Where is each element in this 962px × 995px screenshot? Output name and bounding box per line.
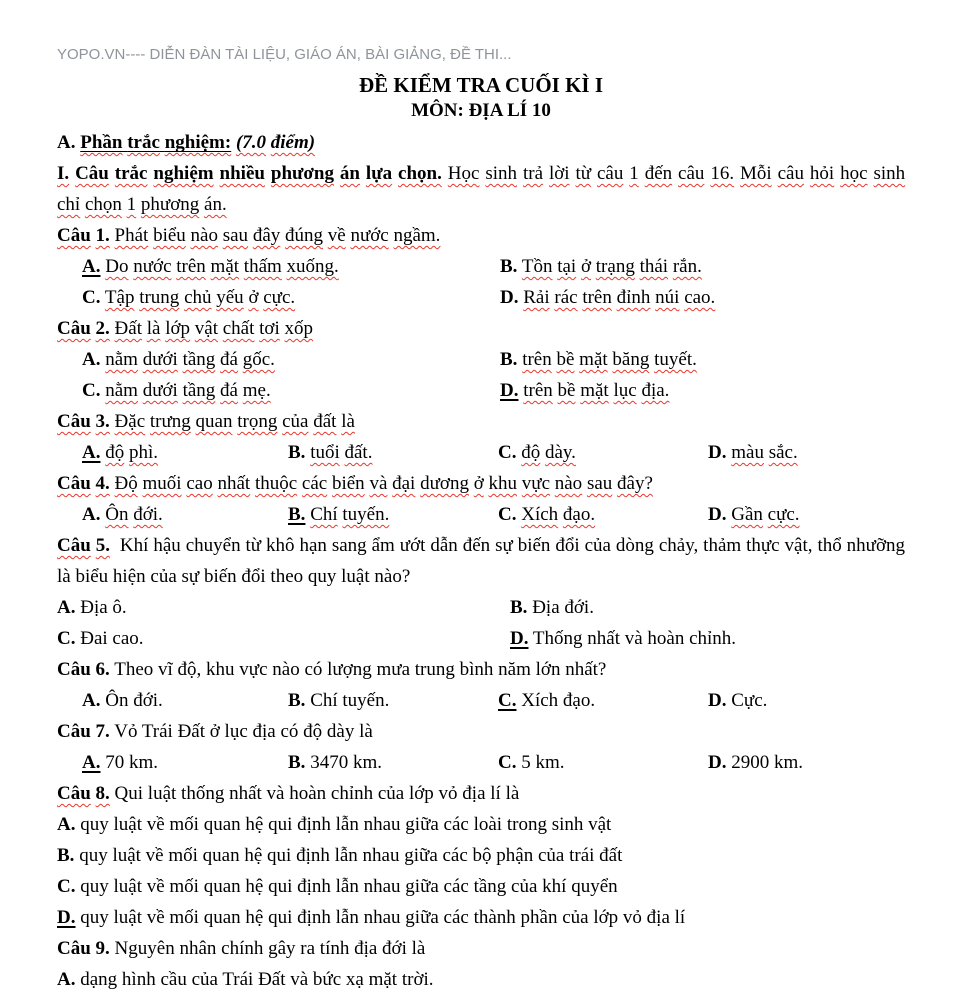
question-line [57, 220, 905, 251]
answer-option [708, 747, 905, 778]
spellcheck-word: Tập [104, 287, 135, 308]
option-letter: A. [82, 752, 101, 773]
spellcheck-word: rác [554, 287, 578, 308]
option-text [731, 504, 799, 525]
option-text: 2900 km. [731, 752, 804, 773]
spellcheck-word: tuổi [310, 442, 340, 463]
spellcheck-word: biển [331, 473, 365, 494]
spellcheck-word: Rải [523, 287, 550, 308]
spellcheck-word: vật [194, 318, 218, 339]
spellcheck-word: đất [313, 411, 337, 432]
spellcheck-word: tuyết. [654, 349, 697, 370]
section-a-prefix: A. [57, 132, 76, 153]
spellcheck-word: nhất [217, 473, 251, 494]
option-letter: D. [500, 380, 519, 401]
answer-option [57, 592, 510, 623]
spellcheck-word: điểm) [270, 132, 316, 153]
option-letter: A. [82, 442, 101, 463]
spellcheck-word: xuống. [286, 256, 339, 277]
options-grid [57, 685, 905, 716]
spellcheck-word: thuộc [254, 473, 298, 494]
exam-body [57, 127, 910, 995]
spellcheck-word: địa. [641, 380, 670, 401]
option-letter: D. [708, 690, 727, 711]
spellcheck-word: án. [204, 194, 227, 215]
spellcheck-word: mặt [210, 256, 240, 277]
section-a-points [236, 132, 315, 153]
question-label [57, 535, 110, 556]
spellcheck-word: 2. [95, 318, 110, 339]
spellcheck-word: Câu [57, 318, 91, 339]
spellcheck-word: đây? [617, 473, 653, 494]
question-text: Nguyên nhân chính gây ra tính địa đới là [114, 938, 426, 959]
answer-option [57, 809, 905, 840]
spellcheck-word: đất. [344, 442, 373, 463]
answer-option [82, 499, 288, 530]
spellcheck-word: rắn. [672, 256, 702, 277]
spellcheck-word: phương [270, 163, 334, 184]
spellcheck-word: sinh [485, 163, 518, 184]
spellcheck-word: cao [186, 473, 213, 494]
answer-option [57, 902, 905, 933]
option-text: 3470 km. [310, 752, 382, 773]
spellcheck-word: Câu [57, 473, 91, 494]
option-letter: C. [82, 380, 101, 401]
spellcheck-word: trắc [114, 163, 148, 184]
spellcheck-word: tại [557, 256, 577, 277]
spellcheck-word: đến [644, 163, 673, 184]
option-letter: C. [498, 442, 517, 463]
spellcheck-word: 1 [629, 163, 639, 184]
spellcheck-word: Học [447, 163, 480, 184]
spellcheck-word: bề [556, 349, 575, 370]
answer-option [510, 623, 905, 654]
answer-option [500, 282, 905, 313]
option-text [105, 256, 339, 277]
answer-option [288, 437, 498, 468]
spellcheck-word: nằm [105, 380, 138, 401]
answer-option [57, 840, 905, 871]
option-letter: D. [708, 504, 727, 525]
answer-option [82, 344, 500, 375]
option-text [522, 256, 702, 277]
spellcheck-word: tơi [259, 318, 280, 339]
spellcheck-word: trên [582, 287, 612, 308]
question-label: Câu 6. [57, 659, 110, 680]
exam-title: ĐỀ KIỂM TRA CUỐI KÌ I [358, 73, 604, 97]
spellcheck-word: học [840, 163, 868, 184]
spellcheck-word: quan [195, 411, 233, 432]
spellcheck-word: cực. [767, 504, 800, 525]
spellcheck-word: nghiệm [153, 163, 214, 184]
spellcheck-word: 8. [95, 783, 110, 804]
spellcheck-word: phương [140, 194, 200, 215]
spellcheck-word: nào [190, 225, 218, 246]
option-letter: C. [57, 876, 76, 897]
option-text [105, 349, 275, 370]
spellcheck-word: dương [420, 473, 469, 494]
option-letter: B. [288, 752, 306, 773]
spellcheck-word: nào [554, 473, 583, 494]
spellcheck-word: Phát [114, 225, 149, 246]
question-line [57, 778, 905, 809]
spellcheck-word: và [369, 473, 388, 494]
question-line [57, 933, 905, 964]
spellcheck-word: là [341, 411, 355, 432]
answer-option [288, 685, 498, 716]
option-text [522, 349, 697, 370]
answer-option [288, 499, 498, 530]
spellcheck-word: bề [557, 380, 576, 401]
answer-option [82, 685, 288, 716]
spellcheck-word: mặt [579, 349, 608, 370]
spellcheck-word: phì. [128, 442, 159, 463]
option-letter: A. [82, 504, 101, 525]
spellcheck-word: khu [488, 473, 518, 494]
options-grid [57, 344, 905, 406]
question-text [115, 225, 441, 246]
spellcheck-word: 3. [95, 411, 110, 432]
question-label: Câu 7. [57, 721, 110, 742]
spellcheck-word: Câu [57, 225, 91, 246]
spellcheck-word: chọn. [398, 163, 442, 184]
option-text: quy luật về mối quan hệ qui định lẫn nhau giữa các bộ phận của trái đất [79, 845, 623, 866]
spellcheck-word: mẹ. [242, 380, 271, 401]
option-letter: D. [708, 442, 727, 463]
answer-option [82, 251, 500, 282]
option-letter: D. [57, 907, 76, 928]
spellcheck-word: đỉnh [616, 287, 651, 308]
spellcheck-word: I. [57, 163, 70, 184]
spellcheck-word: lựa [365, 163, 393, 184]
spellcheck-word: cao. [684, 287, 716, 308]
spellcheck-word: băng [612, 349, 650, 370]
spellcheck-word: trắc [127, 132, 160, 153]
spellcheck-word: 1. [95, 225, 110, 246]
option-letter: D. [708, 752, 727, 773]
spellcheck-word: trưng [149, 411, 191, 432]
spellcheck-word: độ [105, 442, 125, 463]
spellcheck-word: Ôn [105, 504, 129, 525]
spellcheck-word: sắc. [768, 442, 798, 463]
spellcheck-word: các [301, 473, 328, 494]
spellcheck-word: 1 [126, 194, 137, 215]
spellcheck-word: trọng [237, 411, 278, 432]
spellcheck-word: màu [731, 442, 764, 463]
option-letter: C. [498, 752, 517, 773]
options-grid [57, 251, 905, 313]
spellcheck-word: vực [521, 473, 550, 494]
spellcheck-word: sinh [873, 163, 906, 184]
section-a-title [80, 132, 231, 153]
spellcheck-word: đạo. [562, 504, 596, 525]
option-letter: A. [82, 349, 101, 370]
spellcheck-word: (7.0 [235, 132, 267, 153]
spellcheck-word: chỉ [57, 194, 81, 215]
spellcheck-word: trả [522, 163, 544, 184]
spellcheck-word: của [282, 411, 309, 432]
answer-option [708, 685, 905, 716]
spellcheck-word: Chí [310, 504, 338, 525]
option-text: quy luật về mối quan hệ qui định lẫn nhau giữa các tầng của khí quyển [80, 876, 618, 897]
option-text [105, 504, 163, 525]
spellcheck-word: Đặc [114, 411, 146, 432]
answer-option [288, 747, 498, 778]
spellcheck-word: trên [176, 256, 206, 277]
answer-option [500, 251, 905, 282]
part-i-heading [57, 158, 905, 220]
answer-option [498, 437, 708, 468]
answer-option [57, 623, 510, 654]
spellcheck-word: sau [222, 225, 249, 246]
spellcheck-word: Câu [57, 411, 91, 432]
option-text: Chí tuyến. [310, 690, 390, 711]
spellcheck-word: ở [580, 256, 592, 277]
answer-option [82, 437, 288, 468]
spellcheck-word: Tồn [521, 256, 553, 277]
answer-option [500, 344, 905, 375]
option-text: Thống nhất và hoàn chỉnh. [532, 628, 737, 649]
section-a-heading [57, 127, 905, 158]
spellcheck-word: từ [575, 163, 592, 184]
question-text [115, 411, 355, 432]
spellcheck-word: trên [522, 349, 552, 370]
spellcheck-word: gốc. [242, 349, 275, 370]
option-letter: B. [288, 442, 306, 463]
spellcheck-word: Gần [731, 504, 763, 525]
spellcheck-word: Phần [80, 132, 123, 153]
option-text [731, 442, 797, 463]
spellcheck-word: đá [220, 380, 238, 401]
clipped-next-line [57, 964, 905, 995]
question-label [57, 225, 110, 246]
spellcheck-word: là [146, 318, 161, 339]
options-grid [57, 809, 905, 933]
question-line [57, 530, 910, 592]
option-text: quy luật về mối quan hệ qui định lẫn nhau giữa các loài trong sinh vật [80, 814, 612, 835]
spellcheck-word: cực. [263, 287, 296, 308]
spellcheck-word: trên [523, 380, 553, 401]
option-letter: B. [288, 504, 306, 525]
questions-list [57, 220, 910, 964]
option-text [310, 442, 372, 463]
option-letter: B. [500, 256, 518, 277]
spellcheck-word: độ [521, 442, 541, 463]
spellcheck-word: chủ [184, 287, 212, 308]
spellcheck-word: yếu [216, 287, 244, 308]
answer-option [82, 375, 500, 406]
spellcheck-word: đúng [285, 225, 323, 246]
spellcheck-word: mặt [580, 380, 609, 401]
spellcheck-word: dày. [544, 442, 576, 463]
spellcheck-word: nghiệm: [164, 132, 232, 153]
question-line [57, 468, 905, 499]
spellcheck-word: Độ [114, 473, 138, 494]
answer-option [498, 499, 708, 530]
question-text [115, 473, 653, 494]
option-letter: B. [500, 349, 518, 370]
spellcheck-word: trạng [595, 256, 635, 277]
options-grid [57, 437, 905, 468]
watermark-text: YOPO.VN---- DIỄN ĐÀN TÀI LIỆU, GIÁO ÁN, BÀI GIẢNG, ĐỀ THI... [57, 46, 512, 63]
spellcheck-word: nằm [105, 349, 138, 370]
option-text [521, 442, 576, 463]
spellcheck-word: trung [139, 287, 180, 308]
question-line [57, 716, 905, 747]
spellcheck-word: chất [222, 318, 255, 339]
answer-option [500, 375, 905, 406]
options-grid [57, 592, 905, 654]
option-text: 5 km. [521, 752, 565, 773]
option-letter: A. [57, 969, 76, 990]
spellcheck-word: câu [678, 163, 705, 184]
question-text [115, 318, 313, 339]
spellcheck-word: hỏi [809, 163, 835, 184]
part-i-lead [57, 163, 442, 184]
question-text: Theo vĩ độ, khu vực nào có lượng mưa trung bình năm lớn nhất? [114, 659, 607, 680]
option-text: dạng hình cầu của Trái Đất và bức xạ mặt trời. [80, 969, 434, 990]
option-text [105, 442, 158, 463]
spellcheck-word: án [339, 163, 360, 184]
answer-option [498, 747, 708, 778]
option-letter: B. [288, 690, 306, 711]
spellcheck-word: chọn [84, 194, 122, 215]
question-text: Vỏ Trái Đất ở lục địa có độ dày là [114, 721, 373, 742]
option-letter: B. [57, 845, 75, 866]
option-text [523, 287, 715, 308]
spellcheck-word: đới. [133, 504, 163, 525]
answer-option [498, 685, 708, 716]
option-text [105, 380, 270, 401]
option-text: Cực. [731, 690, 768, 711]
answer-option [708, 437, 905, 468]
option-letter: D. [510, 628, 529, 649]
option-text [310, 504, 389, 525]
option-letter: C. [498, 504, 517, 525]
spellcheck-word: tầng [182, 380, 216, 401]
question-label [57, 783, 110, 804]
option-letter: C. [57, 628, 76, 649]
spellcheck-word: lớp [165, 318, 191, 339]
spellcheck-word: biểu [153, 225, 186, 246]
option-letter: D. [500, 287, 519, 308]
answer-option [708, 499, 905, 530]
spellcheck-word: về [327, 225, 346, 246]
option-letter: A. [82, 256, 101, 277]
spellcheck-word: nước [133, 256, 172, 277]
spellcheck-word: lục [613, 380, 637, 401]
option-text: Ôn đới. [105, 690, 163, 711]
answer-option [57, 871, 905, 902]
question-text: Khí hậu chuyển từ khô hạn sang ẩm ướt dẫn đến sự biến đổi của dòng chảy, thảm thực vật, thổ nhưỡng là biểu hiện của sự biến đổi theo quy luật nào? [57, 535, 910, 587]
spellcheck-word: câu [777, 163, 804, 184]
answer-option [510, 592, 905, 623]
spellcheck-word: thấm [243, 256, 282, 277]
spellcheck-word: đây [252, 225, 281, 246]
answer-option [82, 282, 500, 313]
option-text: quy luật về mối quan hệ qui định lẫn nhau giữa các thành phần của lớp vỏ địa lí [80, 907, 686, 928]
spellcheck-word: 16. [710, 163, 735, 184]
option-letter: C. [82, 287, 101, 308]
spellcheck-word: Câu [75, 163, 109, 184]
spellcheck-word: thái [639, 256, 669, 277]
option-text: Xích đạo. [521, 690, 596, 711]
question-text: Qui luật thống nhất và hoàn chỉnh của lớp vỏ địa lí là [114, 783, 520, 804]
spellcheck-word: đại [392, 473, 416, 494]
spellcheck-word: dưới [142, 349, 178, 370]
spellcheck-word: nhiều [219, 163, 265, 184]
option-text [105, 287, 295, 308]
question-label: Câu 9. [57, 938, 110, 959]
spellcheck-word: câu [596, 163, 624, 184]
option-letter: A. [57, 597, 76, 618]
option-text: Địa đới. [532, 597, 594, 618]
spellcheck-word: nước [350, 225, 389, 246]
options-grid [57, 747, 905, 778]
spellcheck-word: sau [586, 473, 613, 494]
option-letter: A. [82, 690, 101, 711]
option-text: Địa ô. [80, 597, 127, 618]
spellcheck-word: tuyến. [342, 504, 390, 525]
options-grid [57, 499, 905, 530]
option-letter: B. [510, 597, 528, 618]
question-label [57, 473, 110, 494]
spellcheck-word: Đất [114, 318, 142, 339]
exam-subject: MÔN: ĐỊA LÍ 10 [411, 100, 551, 121]
spellcheck-word: xốp [284, 318, 314, 339]
option-text: 70 km. [105, 752, 159, 773]
option-text: Đai cao. [80, 628, 144, 649]
spellcheck-word: 4. [95, 473, 110, 494]
spellcheck-word: ngầm. [393, 225, 441, 246]
question-line [57, 313, 905, 344]
spellcheck-word: muối [142, 473, 182, 494]
question-label [57, 411, 110, 432]
spellcheck-word: đá [220, 349, 238, 370]
option-letter: A. [57, 814, 76, 835]
answer-option [82, 747, 288, 778]
spellcheck-word: Do [105, 256, 129, 277]
question-line [57, 406, 905, 437]
question-label [57, 318, 110, 339]
spellcheck-word: lời [548, 163, 570, 184]
spellcheck-word: dưới [142, 380, 178, 401]
option-letter: C. [498, 690, 517, 711]
spellcheck-word: Câu [57, 783, 91, 804]
spellcheck-word: ở [473, 473, 484, 494]
option-text [523, 380, 669, 401]
spellcheck-word: Xích [521, 504, 559, 525]
spellcheck-word: ở [248, 287, 259, 308]
spellcheck-word: núi [655, 287, 680, 308]
spellcheck-word: 5. [95, 535, 110, 556]
option-text [521, 504, 595, 525]
spellcheck-word: tầng [182, 349, 216, 370]
question-line [57, 654, 905, 685]
spellcheck-word: Câu [57, 535, 91, 556]
spellcheck-word: Mỗi [740, 163, 772, 184]
